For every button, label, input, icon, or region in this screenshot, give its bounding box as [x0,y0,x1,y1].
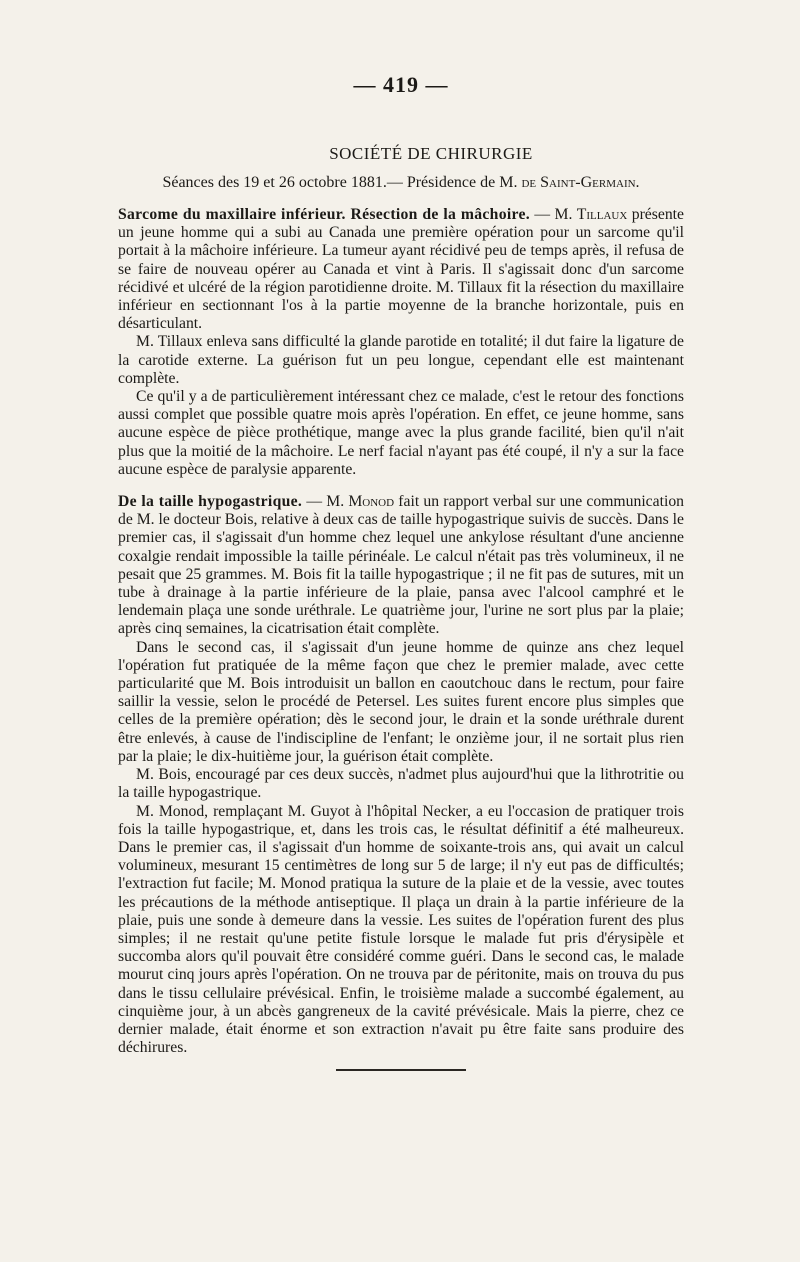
document-page [118,72,684,1071]
closing-rule [336,1069,466,1071]
session-president: de Saint-Germain. [521,174,640,191]
section-heading: De la taille hypogastrique. [118,493,303,511]
paragraph: M. Tillaux enleva sans difficulté la glande parotide en totalité; il dut faire la ligature de la carotide externe. La guérison fut un peu longue, cependant elle est maintenant complète. [118,333,684,387]
section-taille-lead [118,493,684,639]
dash: — M. [529,206,577,223]
section-heading: Sarcome du maxillaire inférieur. Résection de la mâchoire. [118,206,530,223]
paragraph: M. Bois, encouragé par ces deux succès, n'admet plus aujourd'hui que la lithrotritie ou la taille hypogastrique. [118,766,684,802]
speaker-name: Monod [348,493,395,511]
society-title: SOCIÉTÉ DE CHIRURGIE [329,144,533,163]
paragraph-text: fait un rapport verbal sur une communication de M. le docteur Bois, relative à deux cas de taille hypogastrique suivis de succès. Dans le premier cas, il s'agissait d'un homme chez lequel une ankylose résultant d'une ancienne coxalgie rendait impossible la taille périnéale. Le calcul n'était pas très volumineux, il ne pesait que 25 grammes. M. Bois fit la taille hypogastrique ; il ne fit pas de sutures, mit un tube à drainage à la partie inférieure de la plaie, pansa avec l'alcool camphré et le lendemain plaça une sonde uréthrale. Le quatrième jour, l'urine ne sort plus par la plaie; après cinq semaines, la cicatrisation était complète. [118,493,685,638]
session-line [118,174,684,192]
paragraph: Dans le second cas, il s'agissait d'un jeune homme de quinze ans chez lequel l'opération fut pratiquée de la même façon que chez le premier malade, avec cette particularité que M. Bois introduisit un ballon en caoutchouc dans le rectum, pour faire saillir la vessie, selon le procédé de Petersel. Les suites furent encore plus simples que celles de la première opération; dès le second jour, le drain et la sonde uréthrale durent être enlevés, à cause de l'indiscipline de l'enfant; le onzième jour, il ne sortait plus rien par la plaie; le dix-huitième jour, la guérison était complète. [118,638,684,765]
dash: — M. [302,493,349,511]
paragraph: M. Monod, remplaçant M. Guyot à l'hôpital Necker, a eu l'occasion de pratiquer trois fois la taille hypogastrique, et, dans les trois cas, le résultat définitif a été malheureux. Dans le premier cas, il s'agissait d'un homme de soixante-trois ans, qui avait un calcul volumineux, mesurant 15 centimètres de long sur 5 de large; il n'y eut pas de difficultés; l'extraction fut facile; M. Monod pratiqua la suture de la plaie et de la vessie, avec toutes les précautions de la méthode antiseptique. Il plaça un drain à la partie inférieure de la plaie, puis une sonde à demeure dans la vessie. Les suites de l'opération furent des plus simples; il ne restait qu'une petite fistule lorsque le malade fut pris d'érysipèle et succomba alors qu'il pouvait être considéré comme guéri. Dans le second cas, le malade mourut cinq jours après l'opération. On ne trouva par de péritonite, mais on trouva du pus dans le tissu cellulaire prévésical. Enfin, le troisième malade a succombé également, au cinquième jour, à un abcès gangreneux de la cavité prévésicale. Mais la pierre, chez ce dernier malade, était énorme et son extraction n'avait pu être faite sans produire des déchirures. [118,802,684,1057]
page-number: — 419 — [353,72,449,97]
paragraph-text: présente un jeune homme qui a subi au Canada une première opération pour un sarcome qu'il portait à la mâchoire inférieure. La tumeur ayant récidivé peu de temps après, il refusa de se faire de nouveau opérer au Canada et vint à Paris. Il s'agissait donc d'un sarcome récidivé et ulcéré de la région parotidienne droite. M. Tillaux fit la résection du maxillaire inférieur en sectionnant l'os à la partie moyenne de la branche horizontale, puis en désarticulant. [118,206,685,333]
section-sarcome-lead [118,206,684,333]
speaker-name: Tillaux [576,206,628,223]
paragraph: Ce qu'il y a de particulièrement intéressant chez ce malade, c'est le retour des fonctions aussi complet que possible quatre mois après l'opération. En effet, ce jeune homme, sans aucune espèce de pièce prothétique, mange avec la plus grande facilité, bien qu'il n'ait plus que la moitié de la mâchoire. Le nerf facial n'ayant pas été coupé, il n'y a sur la face aucune espèce de paralysie apparente. [118,388,684,478]
article-body [118,206,684,1057]
session-text: Séances des 19 et 26 octobre 1881.— Présidence de M. [162,174,522,191]
